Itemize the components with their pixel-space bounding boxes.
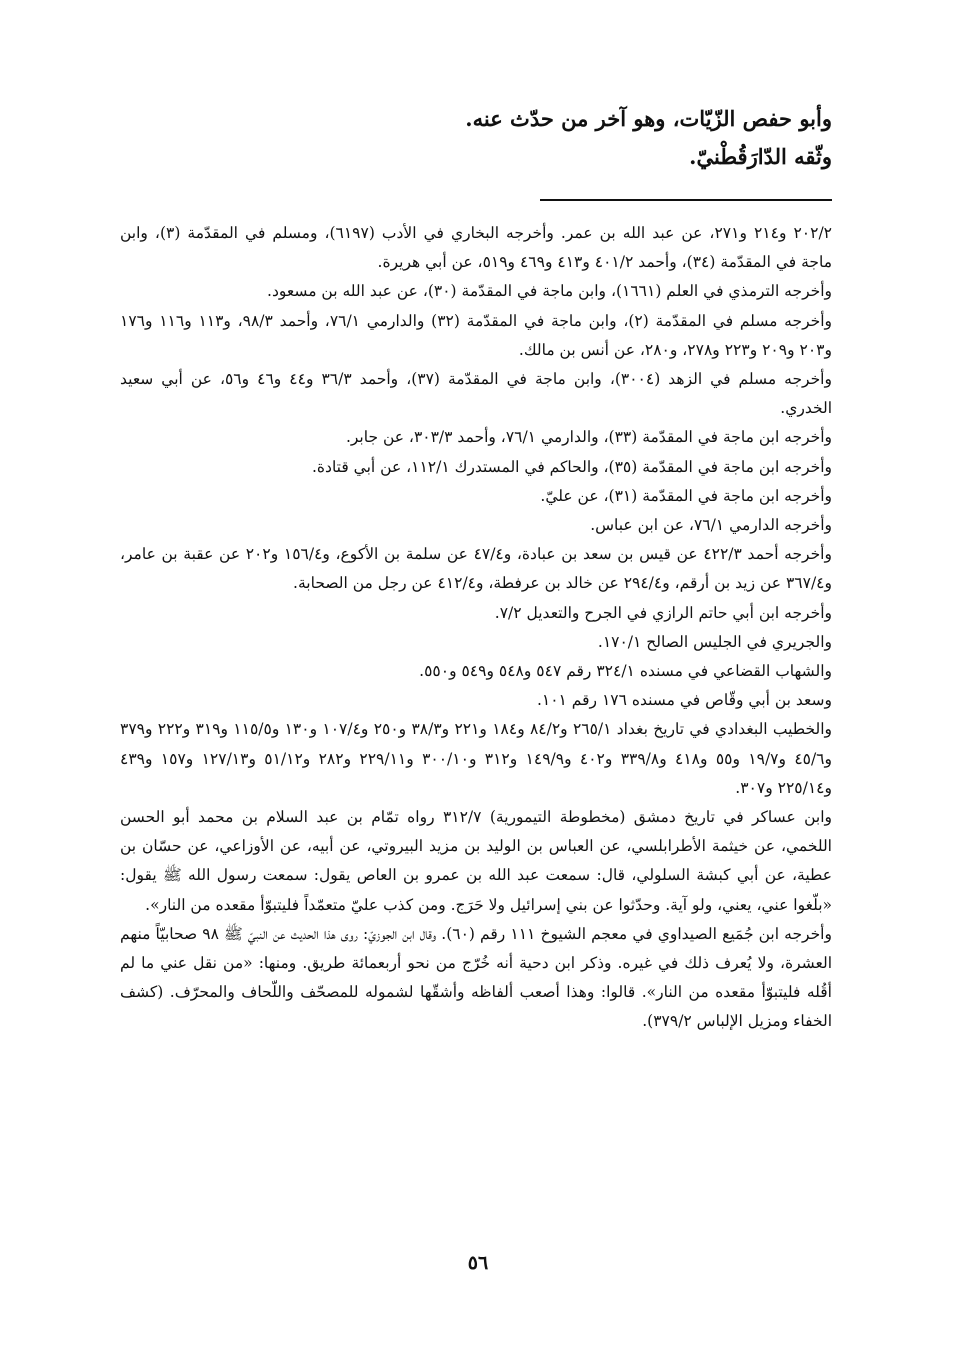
footnote-paragraph: وأخرجه أحمد ٤٢٢/٣ عن قيس بن سعد بن عبادة، و٤٧/٤ عن سلمة بن الأكوع، و١٥٦/٤ و٢٠٢ عن عقبة بن عامر، و٣٦٧/٤ عن زيد بن أرقم، و٢٩٤/٤ عن خالد بن عرفطة، و٤١٢/٤ عن رجل من الصحابة. [120, 545, 832, 593]
page-number: ٥٦ [467, 1252, 489, 1274]
footnote-paragraph: وأخرجه ابن ماجة في المقدّمة (٣٥)، والحاكم في المستدرك ١١٢/١، عن أبي قتادة. [312, 457, 832, 476]
main-text [192, 100, 832, 176]
footnote-paragraph: وأخرجه مسلم في المقدّمة (٢)، وابن ماجة في المقدّمة (٣٢) والدارمي ٧٦/١، وأحمد ٩٨/٣، و١١٣ و١١٦ و١٧٦ و٢٠٣ و٢٠٩ و٢٢٣ و٢٧٨، و٢٨٠، عن أنس بن مالك. [120, 311, 832, 359]
footnote-paragraph: وابن عساكر في تاريخ دمشق (مخطوطة التيمورية) ٣١٢/٧ رواه تمّام بن عبد السلام بن محمد أبو الحسن اللخمي، عن خيثمة الأطرابلسي، عن العباس بن الوليد بن مزيد البيروتي، عن أبيه، عن الأوزاعي، عن حسّان بن عطية، عن أبي كبشة السلولي، قال: سمعت عبد الله بن عمرو بن العاص يقول: سمعت رسول الله ﷺ يقول: «بلّغوا عني، يعني، ولو آية. وحدّثوا عن بني إسرائيل ولا حَرَج. ومن كذب عليّ متعمّداً فليتبوّأ مقعده من النار». [120, 808, 832, 914]
footnote-paragraph: وأخرجه ابن ماجة في المقدّمة (٣١)، عن عليّ. [540, 486, 832, 505]
footnote-paragraph: وأخرجه الترمذي في العلم (١٦٦١)، وابن ماجة في المقدّمة (٣٠)، عن عبد الله بن مسعود. [267, 282, 832, 301]
footnote-paragraph: والخطيب البغدادي في تاريخ بغداد ٢٦٥/١ و٨٤/٢ و١٨٤ و٢٢١ و٣٨/٣ و٢٥٠ و١٠٧/٤ و١٣٠ و١١٥/٥ و٣١٩ و٢٢٢ و٣٧٩ و٤٥/٦ و١٩/٧ و٥٥ و٤١٨ و٣٣٩/٨ و٤٠٢ و١٤٩/٩ و٣١٢ و٣٠٠/١٠ و٢٢٩/١١ و٢٨٢ و٥١/١٢ و١٢٧/١٣ و١٥٧ و٤٣٩ و٢٢٥/١٤ و٣٠٧. [120, 720, 833, 797]
main-text-line: وأبو حفص الزّيّات، وهو آخر من حدّث عنه. [465, 106, 832, 131]
footnote-paragraph: وأخرجه ابن جُمَيع الصيداوي في معجم الشيوخ ١١١ رقم (٦٠). وقال ابن الجوزيّ: روى هذا الحديث عن النبيّ ﷺ ٩٨ صحابيّاً منهم العشرة، ولا يُعرف ذلك في غيره. وذكر ابن دحية أنه خُرّج من نحو أربعمائة طريق. ومنها: «من نقل عني ما لم أقُله فليتبوّأ مقعده من النار». قالوا: وهذا أصعب ألفاظه وأشقّها لشموله للمصحّف واللّحاف والمحرّف. (كشف الخفاء ومزيل الإلباس ٣٧٩/٢). [120, 924, 832, 1031]
footnote-paragraph: وأخرجه ابن أبي حاتم الرازي في الجرح والتعديل ٧/٢. [494, 603, 832, 622]
footnote-paragraph: وأخرجه الدارمي ٧٦/١، عن ابن عباس. [590, 516, 832, 535]
footnote-paragraph: والشهاب القضاعي في مسنده ٣٢٤/١ رقم ٥٤٧ و٥٤٨ و٥٤٩ و٥٥٠. [419, 662, 832, 681]
footnote-paragraph: والجريري في الجليس الصالح ١٧٠/١. [597, 632, 832, 651]
footnote-paragraph: ٢٠٢/٢ و٢١٤ و٢٧١، عن عبد الله بن عمر. وأخرجه البخاري في الأدب (٦١٩٧)، ومسلم في المقدّمة (٣)، وابن ماجة في المقدّمة (٣٤)، وأحمد ٤٠١/٢ و٤١٣ و٤٦٩ و٥١٩، عن أبي هريرة. [120, 224, 833, 272]
main-text-line: وثّقه الدّارَقُطْنيّ. [689, 144, 832, 169]
footnote-paragraph: وأخرجه ابن ماجة في المقدّمة (٣٣)، والدارمي ٧٦/١، وأحمد ٣٠٣/٣، عن جابر. [345, 428, 832, 447]
footnote-paragraph: وسعد بن أبي وقّاص في مسنده ١٧٦ رقم ١٠١. [536, 691, 832, 710]
footnote-paragraph: وأخرجه مسلم في الزهد (٣٠٠٤)، وابن ماجة في المقدّمة (٣٧)، وأحمد ٣٦/٣ و٤٤ و٤٦ و٥٦، عن أبي سعيد الخدري. [120, 370, 832, 418]
footnotes [120, 219, 832, 1037]
footnote-divider [540, 199, 832, 201]
